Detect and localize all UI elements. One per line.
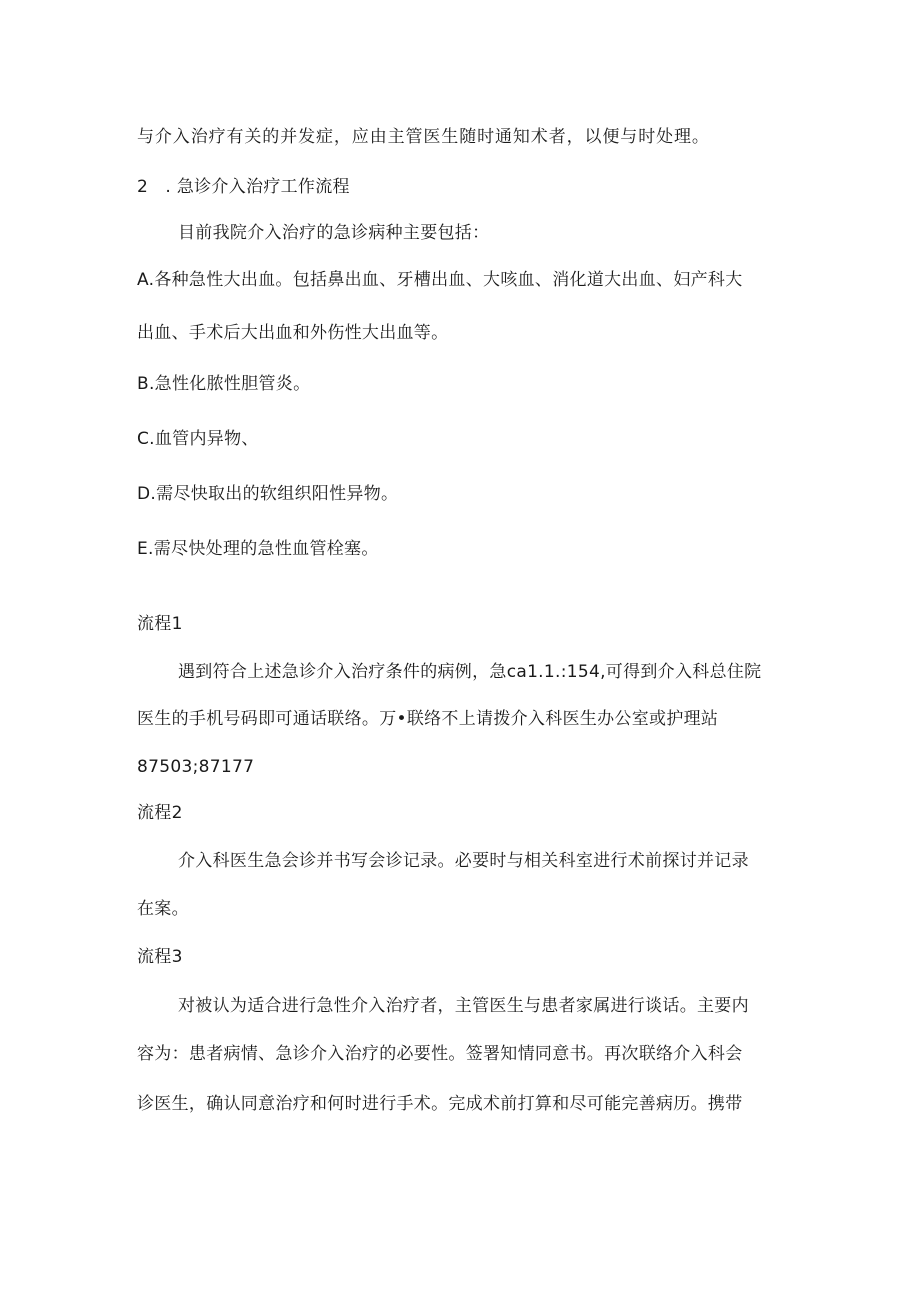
flow-1-line3: 87503;87177 (137, 757, 255, 777)
flow-2-line1: 介入科医生急会诊并书写会诊记录。必要时与相关科室进行术前探讨并记录 (178, 851, 749, 871)
flow-3-line1: 对被认为适合进行急性介入治疗者，主管医生与患者家属进行谈话。主要内 (178, 996, 749, 1016)
list-item-c: C.血管内异物、 (137, 429, 259, 449)
flow-3-title: 流程3 (137, 947, 183, 967)
list-item-e: E.需尽快处理的急性血管栓塞。 (137, 539, 379, 559)
lead-text: 目前我院介入治疗的急诊病种主要包括： (178, 223, 490, 243)
flow-3-line3: 诊医生，确认同意治疗和何时进行手术。完成术前打算和尽可能完善病历。携带 (137, 1094, 743, 1114)
flow-2-title: 流程2 (137, 803, 183, 823)
list-item-a-line1: A.各种急性大出血。包括鼻出血、牙槽出血、大咳血、消化道大出血、妇产科大 (137, 270, 743, 290)
list-item-a-line2: 出血、手术后大出血和外伤性大出血等。 (137, 323, 449, 343)
flow-1-line1: 遇到符合上述急诊介入治疗条件的病例，急ca1.1.:154,可得到介入科总住院 (178, 662, 762, 682)
list-item-b: B.急性化脓性胆管炎。 (137, 374, 311, 394)
flow-1-title: 流程1 (137, 614, 183, 634)
section-heading: 2 . 急诊介入治疗工作流程 (137, 177, 350, 197)
flow-1-line2: 医生的手机号码即可通话联络。万•联络不上请拨介入科医生办公室或护理站 (137, 709, 719, 729)
flow-3-line2: 容为：患者病情、急诊介入治疗的必要性。签署知情同意书。再次联络介入科会 (137, 1044, 743, 1064)
intro-tail-text: 与介入治疗有关的并发症，应由主管医生随时通知术者，以便与时处理。 (137, 127, 710, 147)
list-item-d: D.需尽快取出的软组织阳性异物。 (137, 484, 399, 504)
flow-2-line2: 在案。 (137, 899, 189, 919)
